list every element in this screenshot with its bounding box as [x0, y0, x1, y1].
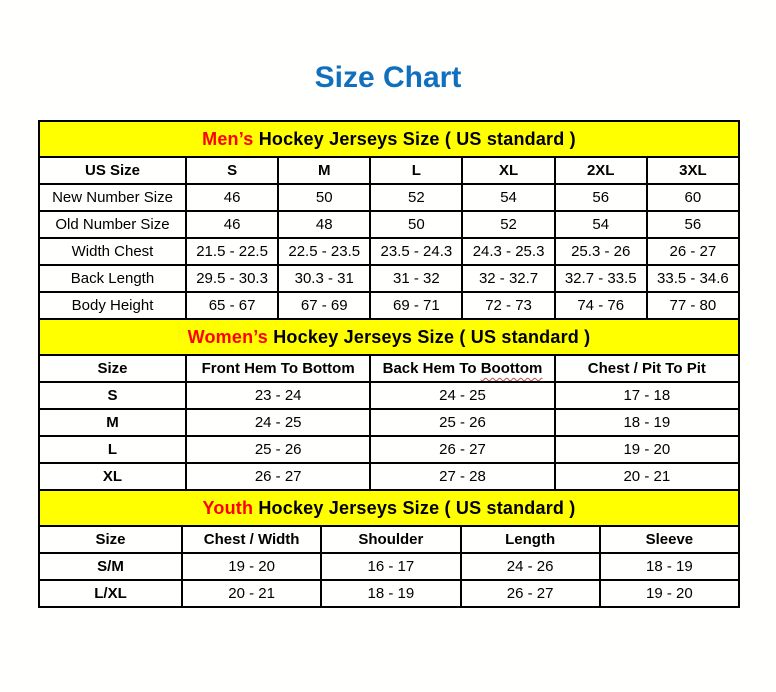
value-cell: 18 - 19 [600, 553, 739, 580]
value-cell: 77 - 80 [647, 292, 739, 319]
column-header: Size [39, 355, 186, 382]
value-cell: 46 [186, 211, 278, 238]
column-header: M [278, 157, 370, 184]
youth-size-table [38, 489, 740, 608]
value-cell: 50 [278, 184, 370, 211]
table-row [39, 436, 739, 463]
value-cell: 52 [462, 211, 554, 238]
row-label: XL [39, 463, 186, 490]
youth-banner-text: Hockey Jerseys Size ( US standard ) [253, 497, 576, 518]
value-cell: 74 - 76 [555, 292, 647, 319]
row-label: Body Height [39, 292, 186, 319]
row-label: L [39, 436, 186, 463]
value-cell: 23.5 - 24.3 [370, 238, 462, 265]
spellcheck-squiggle-word: Boottom [480, 360, 543, 377]
value-cell: 19 - 20 [182, 553, 321, 580]
table-row [39, 553, 739, 580]
value-cell: 24 - 25 [186, 409, 370, 436]
row-label: Back Length [39, 265, 186, 292]
table-row [39, 265, 739, 292]
value-cell: 29.5 - 30.3 [186, 265, 278, 292]
value-cell: 72 - 73 [462, 292, 554, 319]
youth-header-row [39, 526, 739, 553]
value-cell: 32 - 32.7 [462, 265, 554, 292]
mens-banner-row [39, 121, 739, 157]
column-header: Sleeve [600, 526, 739, 553]
value-cell: 60 [647, 184, 739, 211]
row-label: S/M [39, 553, 182, 580]
value-cell: 46 [186, 184, 278, 211]
page-title: Size Chart [314, 61, 462, 94]
value-cell: 24.3 - 25.3 [462, 238, 554, 265]
row-label: New Number Size [39, 184, 186, 211]
womens-banner-text: Hockey Jerseys Size ( US standard ) [268, 326, 591, 347]
row-label: Old Number Size [39, 211, 186, 238]
column-header: S [186, 157, 278, 184]
womens-section-banner [39, 319, 739, 355]
table-row [39, 292, 739, 319]
value-cell: 19 - 20 [600, 580, 739, 607]
womens-banner-accent: Women’s [187, 326, 269, 347]
column-header: US Size [39, 157, 186, 184]
womens-banner-row [39, 319, 739, 355]
column-header-misspelled [370, 355, 554, 382]
value-cell: 48 [278, 211, 370, 238]
table-row [39, 211, 739, 238]
table-row [39, 184, 739, 211]
value-cell: 56 [555, 184, 647, 211]
column-header: 3XL [647, 157, 739, 184]
value-cell: 50 [370, 211, 462, 238]
womens-header-row [39, 355, 739, 382]
value-cell: 26 - 27 [461, 580, 600, 607]
row-label: Width Chest [39, 238, 186, 265]
value-cell: 20 - 21 [555, 463, 739, 490]
table-row [39, 382, 739, 409]
value-cell: 24 - 25 [370, 382, 554, 409]
value-cell: 25 - 26 [186, 436, 370, 463]
value-cell: 69 - 71 [370, 292, 462, 319]
value-cell: 17 - 18 [555, 382, 739, 409]
column-header-text: Back Hem To [382, 360, 481, 377]
mens-banner-text: Hockey Jerseys Size ( US standard ) [253, 128, 576, 149]
row-label: S [39, 382, 186, 409]
row-label: L/XL [39, 580, 182, 607]
value-cell: 56 [647, 211, 739, 238]
value-cell: 23 - 24 [186, 382, 370, 409]
value-cell: 22.5 - 23.5 [278, 238, 370, 265]
value-cell: 20 - 21 [182, 580, 321, 607]
value-cell: 54 [555, 211, 647, 238]
table-row [39, 409, 739, 436]
value-cell: 27 - 28 [370, 463, 554, 490]
mens-banner-accent: Men’s [202, 128, 254, 149]
column-header: Chest / Width [182, 526, 321, 553]
value-cell: 26 - 27 [370, 436, 554, 463]
column-header: Shoulder [321, 526, 460, 553]
value-cell: 54 [462, 184, 554, 211]
column-header: Chest / Pit To Pit [555, 355, 739, 382]
value-cell: 32.7 - 33.5 [555, 265, 647, 292]
value-cell: 18 - 19 [321, 580, 460, 607]
value-cell: 52 [370, 184, 462, 211]
value-cell: 33.5 - 34.6 [647, 265, 739, 292]
value-cell: 21.5 - 22.5 [186, 238, 278, 265]
value-cell: 26 - 27 [186, 463, 370, 490]
value-cell: 67 - 69 [278, 292, 370, 319]
column-header: XL [462, 157, 554, 184]
column-header: L [370, 157, 462, 184]
value-cell: 19 - 20 [555, 436, 739, 463]
value-cell: 24 - 26 [461, 553, 600, 580]
value-cell: 25 - 26 [370, 409, 554, 436]
column-header: Length [461, 526, 600, 553]
table-row [39, 580, 739, 607]
value-cell: 31 - 32 [370, 265, 462, 292]
column-header: Front Hem To Bottom [186, 355, 370, 382]
value-cell: 30.3 - 31 [278, 265, 370, 292]
column-header: 2XL [555, 157, 647, 184]
row-label: M [39, 409, 186, 436]
youth-section-banner [39, 490, 739, 526]
mens-section-banner [39, 121, 739, 157]
value-cell: 65 - 67 [186, 292, 278, 319]
value-cell: 25.3 - 26 [555, 238, 647, 265]
value-cell: 26 - 27 [647, 238, 739, 265]
youth-banner-accent: Youth [202, 497, 254, 518]
mens-size-table [38, 120, 740, 320]
table-row [39, 238, 739, 265]
value-cell: 16 - 17 [321, 553, 460, 580]
table-row [39, 463, 739, 490]
value-cell: 18 - 19 [555, 409, 739, 436]
mens-header-row [39, 157, 739, 184]
womens-size-table [38, 318, 740, 491]
column-header: Size [39, 526, 182, 553]
youth-banner-row [39, 490, 739, 526]
